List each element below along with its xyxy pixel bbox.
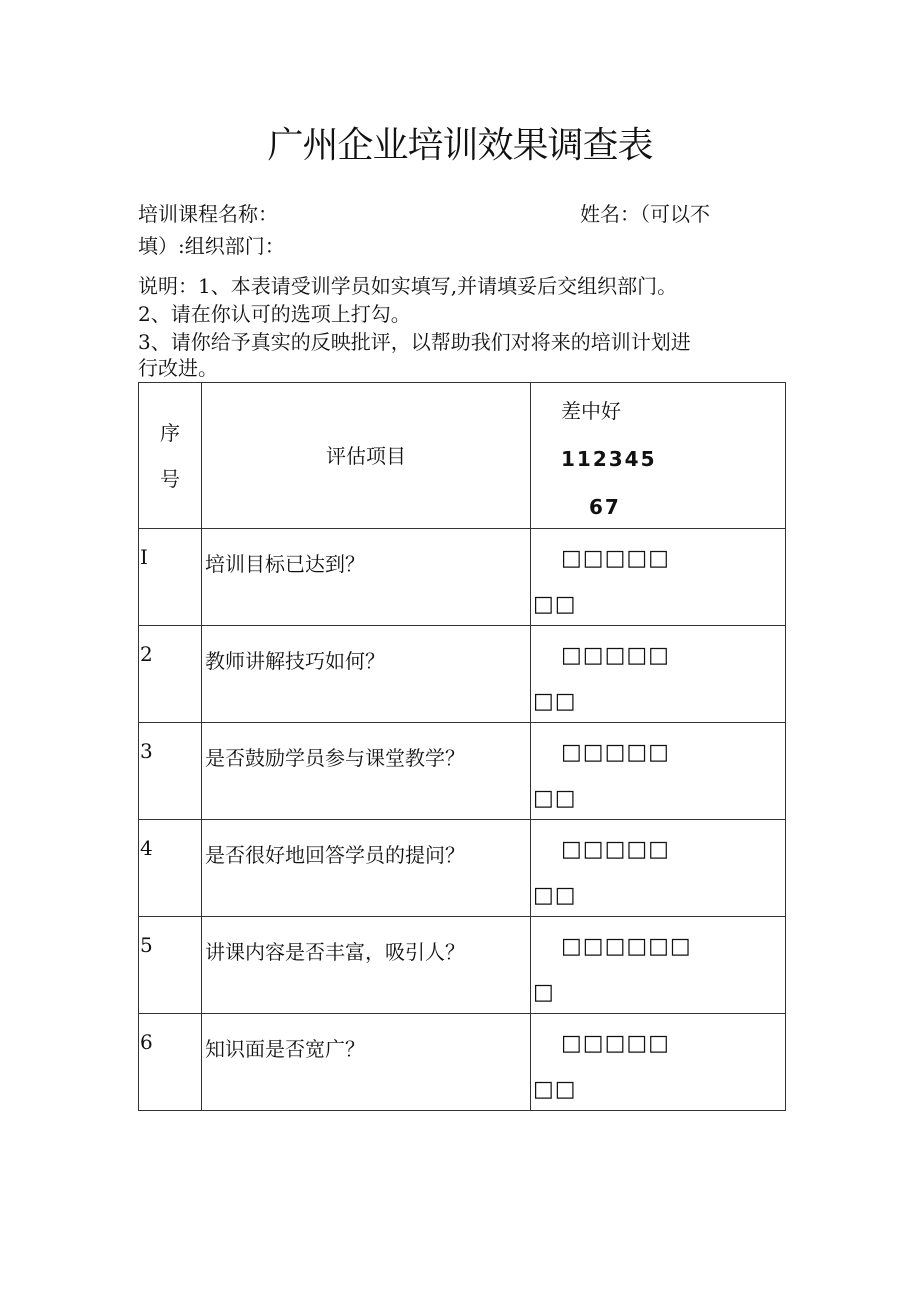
course-name-label: 培训课程名称： [138, 202, 278, 226]
row-number: 5 [140, 933, 153, 957]
header-item-label: 评估项目 [326, 443, 406, 468]
row-item-text: 讲课内容是否丰富，吸引人？ [205, 940, 465, 964]
row-number-cell [139, 529, 202, 626]
row-item-cell [202, 626, 531, 723]
table-row [139, 529, 786, 626]
row-score-cell [531, 626, 786, 723]
row-number-cell [139, 626, 202, 723]
row-item-cell [202, 529, 531, 626]
rating-checkboxes[interactable]: □□□□□ [561, 837, 670, 862]
row-number-cell [139, 1014, 202, 1111]
rating-checkboxes[interactable]: □□□□□□ [561, 934, 692, 959]
rating-checkboxes-cont[interactable]: □ [533, 980, 555, 1005]
evaluation-table [138, 382, 786, 1111]
rating-checkboxes-cont[interactable]: □□ [533, 883, 577, 908]
row-number: 4 [140, 836, 153, 860]
row-score-cell [531, 529, 786, 626]
note-line-1: 说明：1、本表请受训学员如实填写,并请填妥后交组织部门。 [138, 274, 678, 298]
row-score-cell [531, 917, 786, 1014]
student-name-label: 姓名：（可以不 [580, 202, 710, 226]
header-score-numbers: 112345 [561, 447, 657, 471]
rating-checkboxes-cont[interactable]: □□ [533, 1077, 577, 1102]
row-item-text: 是否很好地回答学员的提问？ [205, 843, 465, 867]
row-score-cell [531, 723, 786, 820]
header-scale-label: 差中好 [561, 399, 621, 423]
header-number-bottom: 号 [160, 466, 180, 491]
table-row [139, 626, 786, 723]
header-score-cell [531, 383, 786, 529]
header-number-top: 序 [160, 420, 180, 445]
rating-checkboxes-cont[interactable]: □□ [533, 689, 577, 714]
row-item-text: 教师讲解技巧如何？ [205, 649, 385, 673]
note-line-2: 2、请在你认可的选项上打勾。 [138, 302, 411, 326]
table-row [139, 820, 786, 917]
row-item-text: 知识面是否宽广？ [205, 1037, 365, 1061]
rating-checkboxes[interactable]: □□□□□ [561, 1031, 670, 1056]
row-number-cell [139, 820, 202, 917]
row-item-text: 是否鼓励学员参与课堂教学？ [205, 746, 465, 770]
table-row [139, 1014, 786, 1111]
row-item-cell [202, 723, 531, 820]
table-header-row [139, 383, 786, 529]
header-score-numbers-cont: 67 [589, 495, 621, 519]
rating-checkboxes[interactable]: □□□□□ [561, 740, 670, 765]
rating-checkboxes-cont[interactable]: □□ [533, 592, 577, 617]
row-item-cell [202, 820, 531, 917]
table-row [139, 723, 786, 820]
rating-checkboxes-cont[interactable]: □□ [533, 786, 577, 811]
note-line-3: 3、请你给予真实的反映批评，以帮助我们对将来的培训计划进 [138, 330, 691, 354]
header-number-cell [139, 383, 202, 529]
note-line-4: 行改进。 [138, 356, 218, 380]
row-item-text: 培训目标已达到？ [205, 552, 365, 576]
department-label: 填）:组织部门： [138, 234, 285, 258]
rating-checkboxes[interactable]: □□□□□ [561, 546, 670, 571]
row-number: I [140, 545, 148, 569]
row-number: 3 [140, 739, 153, 763]
row-number: 6 [140, 1030, 153, 1054]
page-title: 广州企业培训效果调查表 [267, 125, 653, 166]
row-item-cell [202, 1014, 531, 1111]
row-number: 2 [140, 642, 153, 666]
row-number-cell [139, 917, 202, 1014]
row-item-cell [202, 917, 531, 1014]
rating-checkboxes[interactable]: □□□□□ [561, 643, 670, 668]
row-number-cell [139, 723, 202, 820]
table-row [139, 917, 786, 1014]
row-score-cell [531, 820, 786, 917]
header-item-cell [202, 383, 531, 529]
row-score-cell [531, 1014, 786, 1111]
